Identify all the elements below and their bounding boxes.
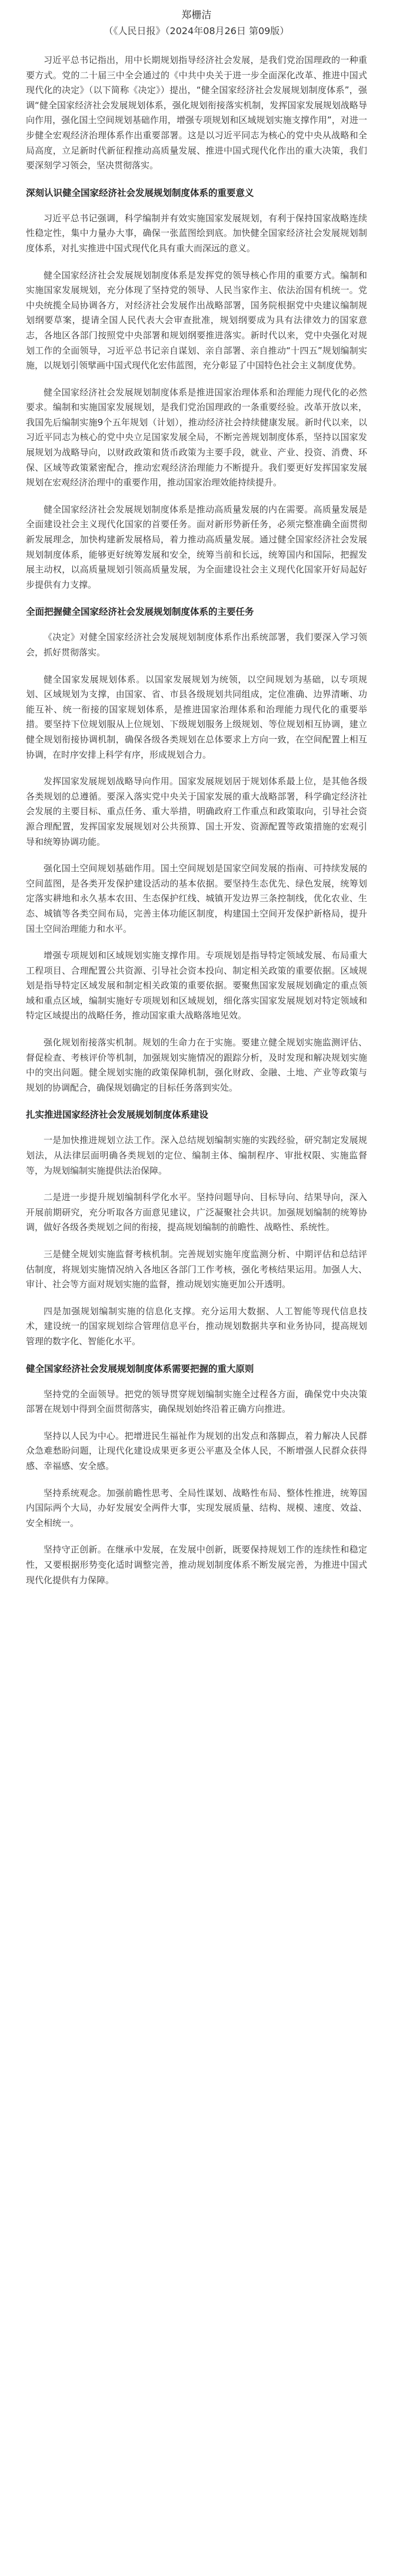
article-body [26,53,367,1588]
article-author: 郑栅洁 [181,9,212,21]
article-paragraph: 增强专项规划和区域规划实施支撑作用。专项规划是指导特定领域发展、布局重大工程项目、合理配置公共资源、引导社会资本投向、制定相关政策的重要依据。区域规划是指导特定区域发展和制定相关政策的重要依据。要聚焦国家发展规划确定的重点领域和重点区域，编制实施好专项规划和区域规划，细化落实国家发展规划对特定领域和特定区域提出的战略任务，推动国家重大战略落地见效。 [26,950,367,1021]
article-paragraph: 《决定》对健全国家经济社会发展规划制度体系作出系统部署，我们要深入学习领会，抓好贯彻落实。 [26,632,367,658]
article-paragraph: 四是加强规划编制实施的信息化支撑。充分运用大数据、人工智能等现代信息技术，建设统一的国家规划综合管理信息平台，推动规划数据共享和业务协同，提高规划管理的数字化、智能化水平。 [26,1305,367,1347]
article-paragraph: 习近平总书记强调，科学编制并有效实施国家发展规划，有利于保持国家战略连续性稳定性，集中力量办大事，确保一张蓝图绘到底。加快健全国家经济社会发展规划制度体系，对扎实推进中国式现代化具有重大而深远的意义。 [26,212,367,254]
section-heading: 全面把握健全国家经济社会发展规划制度体系的主要任务 [26,606,254,618]
section-heading: 健全国家经济社会发展规划制度体系需要把握的重大原则 [26,1363,254,1374]
article-paragraph: 健全国家经济社会发展规划制度体系是推动高质量发展的内在需要。高质量发展是全面建设社会主义现代化国家的首要任务。面对新形势新任务，必须完整准确全面贯彻新发展理念，加快构建新发展格局，着力推动高质量发展。通过健全国家经济社会发展规划制度体系，能够更好统筹发展和安全，统筹当前和长远，统筹国内和国际，把握发展主动权，以高质量规划引领高质量发展，为全面建设社会主义现代化国家开好局起好步提供有力支撑。 [26,504,367,590]
article-paragraph: 二是进一步提升规划编制科学化水平。坚持问题导向、目标导向、结果导向，深入开展前期研究，充分听取各方面意见建议，广泛凝聚社会共识。加强规划编制的统筹协调，做好各级各类规划之间的衔接，提高规划编制的前瞻性、战略性、系统性。 [26,1192,367,1233]
article-paragraph: 坚持以人民为中心。把增进民生福祉作为规划的出发点和落脚点，着力解决人民群众急难愁盼问题，让现代化建设成果更多更公平惠及全体人民，不断增强人民群众获得感、幸福感、安全感。 [26,1430,367,1471]
article-paragraph: 发挥国家发展规划战略导向作用。国家发展规划居于规划体系最上位，是其他各级各类规划的总遵循。要深入落实党中央关于国家发展的重大战略部署，科学确定经济社会发展的主要目标、重点任务、重大举措，明确政府工作重点和政策取向，引导社会资源合理配置，发挥国家发展规划对公共预算、国土开发、资源配置等政策措施的宏观引导和统筹协调功能。 [26,776,367,847]
article-paragraph: 健全国家经济社会发展规划制度体系是发挥党的领导核心作用的重要方式。编制和实施国家发展规划，充分体现了坚持党的领导、人民当家作主、依法治国有机统一。党中央统揽全局协调各方，对经济社会发展作出战略部署，国务院根据党中央建议编制规划纲要草案，提请全国人民代表大会审查批准，规划纲要成为具有法律效力的国家意志，各地区各部门按照党中央部署和规划纲要推进落实。新时代以来，党中央强化对规划工作的全面领导，习近平总书记亲自谋划、亲自部署、亲自推动“十四五”规划编制实施，以规划引领擘画中国式现代化宏伟蓝图，充分彰显了中国特色社会主义制度优势。 [26,269,367,371]
article-paragraph: 三是健全规划实施监督考核机制。完善规划实施年度监测分析、中期评估和总结评估制度，将规划实施情况纳入各地区各部门工作考核，强化考核结果运用。加强人大、审计、社会等方面对规划实施的监督，推动规划实施更加公开透明。 [26,1249,367,1290]
section-heading: 深刻认识健全国家经济社会发展规划制度体系的重要意义 [26,187,254,198]
article-source: （《人民日报》（2024年08月26日 第09版） [104,25,289,36]
article-paragraph: 坚持党的全面领导。把党的领导贯穿规划编制实施全过程各方面，确保党中央决策部署在规划中得到全面贯彻落实，确保规划始终沿着正确方向推进。 [26,1388,367,1415]
article-paragraph: 健全国家经济社会发展规划制度体系是推进国家治理体系和治理能力现代化的必然要求。编制和实施国家发展规划，是我们党治国理政的一条重要经验。改革开放以来，我国先后编制实施9个五年规划（计划），推动经济社会持续健康发展。新时代以来，以习近平同志为核心的党中央立足国家发展全局，不断完善规划制度体系，坚持以国家发展规划为战略导向，以财政政策和货币政策为主要手段，就业、产业、投资、消费、环保、区域等政策紧密配合，推动宏观经济治理能力不断提升。我们要更好发挥国家发展规划在宏观经济治理中的重要作用，推动国家治理效能持续提升。 [26,386,367,488]
article-paragraph: 一是加快推进规划立法工作。深入总结规划编制实施的实践经验，研究制定发展规划法，从法律层面明确各类规划的定位、编制主体、编制程序、审批权限、实施监督等，为规划编制实施提供法治保障。 [26,1135,367,1176]
article-paragraph: 坚持系统观念。加强前瞻性思考、全局性谋划、战略性布局、整体性推进，统筹国内国际两个大局，办好发展安全两件大事，实现发展质量、结构、规模、速度、效益、安全相统一。 [26,1487,367,1528]
article-paragraph: 坚持守正创新。在继承中发展，在发展中创新，既要保持规划工作的连续性和稳定性，又要根据形势变化适时调整完善，推动规划制度体系不断发展完善，为推进中国式现代化提供有力保障。 [26,1544,367,1585]
article-paragraph: 习近平总书记指出，用中长期规划指导经济社会发展，是我们党治国理政的一种重要方式。党的二十届三中全会通过的《中共中央关于进一步全面深化改革、推进中国式现代化的决定》（以下简称《决定》）提出，“健全国家经济社会发展规划制度体系”，强调“健全国家经济社会发展规划体系，强化规划衔接落实机制，发挥国家发展规划战略导向作用，强化国土空间规划基础作用，增强专项规划和区域规划实施支撑作用”，对进一步健全宏观经济治理体系作出重要部署。这是以习近平同志为核心的党中央从战略和全局高度，立足新时代新征程推动高质量发展、推进中国式现代化作出的重大决策，我们要深刻学习领会，坚决贯彻落实。 [26,55,367,171]
section-heading: 扎实推进国家经济社会发展规划制度体系建设 [26,1109,209,1121]
article-paragraph: 强化国土空间规划基础作用。国土空间规划是国家空间发展的指南、可持续发展的空间蓝图，是各类开发保护建设活动的基本依据。要坚持生态优先、绿色发展，统筹划定落实耕地和永久基本农田、生态保护红线、城镇开发边界三条控制线，优化农业、生态、城镇等各类空间布局，完善主体功能区制度，构建国土空间开发保护新格局，提升国土空间治理能力和水平。 [26,863,367,934]
article-paragraph: 健全国家发展规划体系。以国家发展规划为统领，以空间规划为基础，以专项规划、区域规划为支撑，由国家、省、市县各级规划共同组成，定位准确、边界清晰、功能互补、统一衔接的国家规划体系，是推进国家治理体系和治理能力现代化的重要举措。要坚持下位规划服从上位规划、下级规划服务上级规划、等位规划相互协调，建立健全规划衔接协调机制，确保各级各类规划在总体要求上方向一致，在空间配置上相互协调，在时序安排上科学有序，形成规划合力。 [26,674,367,760]
article-paragraph: 强化规划衔接落实机制。规划的生命力在于实施。要建立健全规划实施监测评估、督促检查、考核评价等机制，加强规划实施情况的跟踪分析，及时发现和解决规划实施中的突出问题。健全规划实施的政策保障机制，强化财政、金融、土地、产业等政策与规划的协调配合，确保规划确定的目标任务落到实处。 [26,1037,367,1093]
